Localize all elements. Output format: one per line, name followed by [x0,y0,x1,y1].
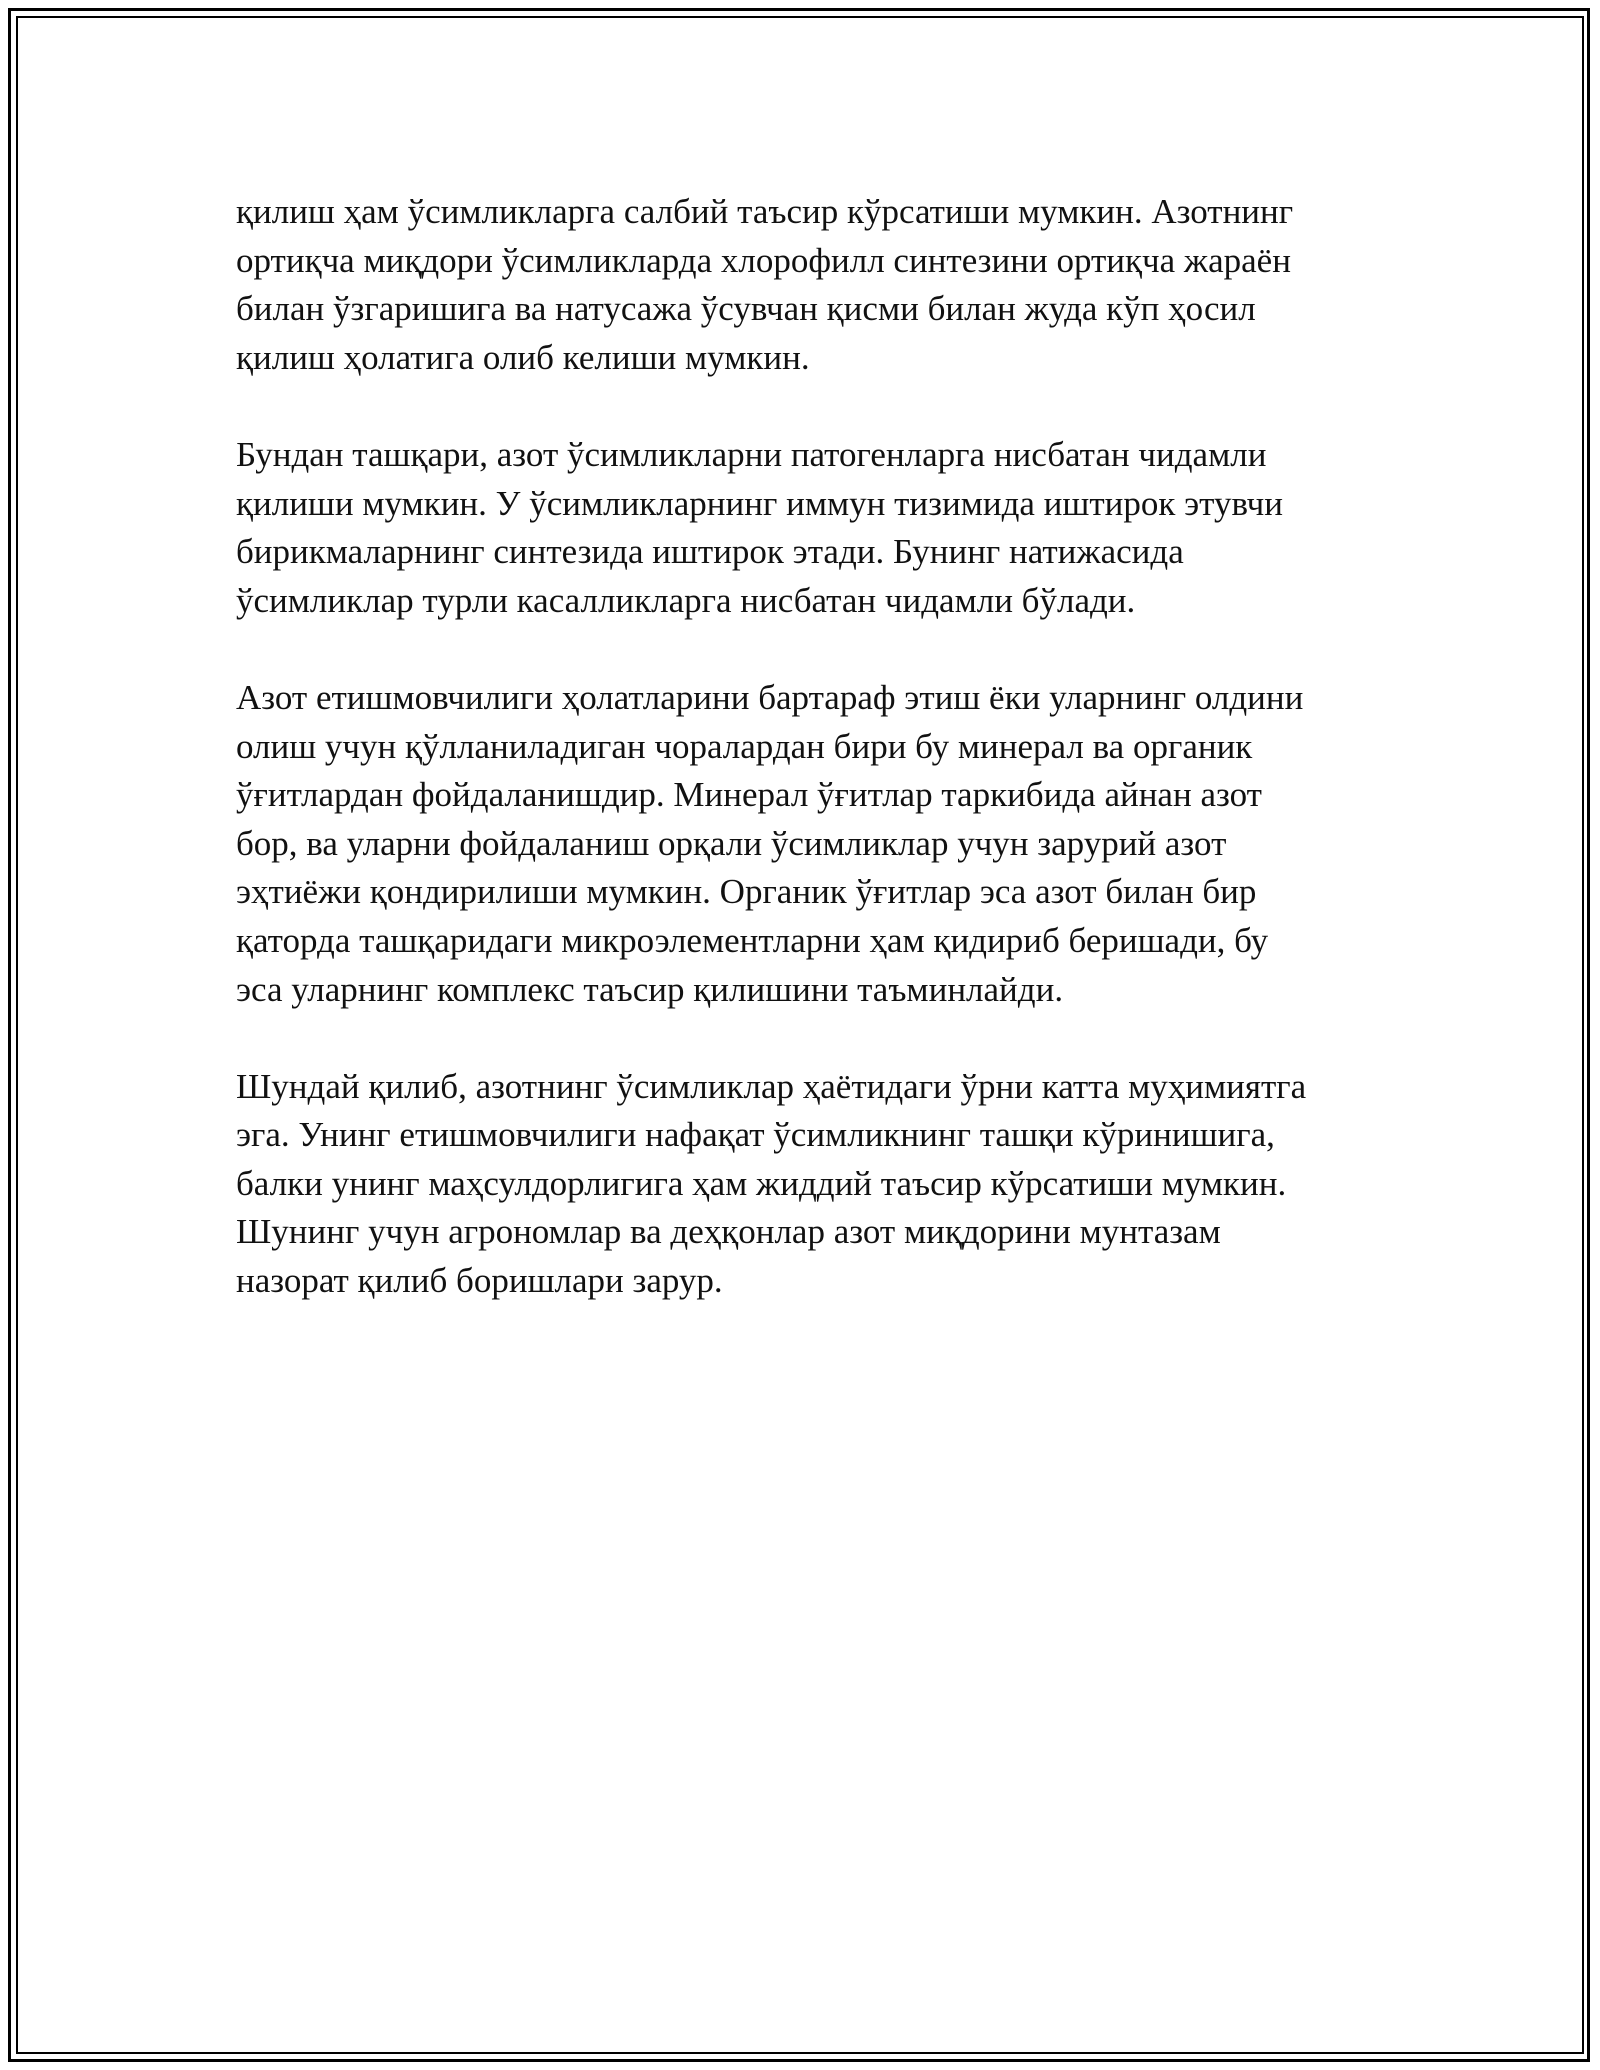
text-line: назорат қилиб боришлари зарур. [236,1261,723,1301]
text-line: эҳтиёжи қондирилиши мумкин. Органик ўғитлар эса азот билан бир [236,872,1257,912]
paragraph-2 [236,431,1376,625]
text-line: олиш учун қўлланиладиган чоралардан бири бу минерал ва органик [236,726,1253,766]
text-line: Шунинг учун агрономлар ва деҳқонлар азот миқдорини мунтазам [236,1212,1221,1252]
text-line: балки унинг маҳсулдорлигига ҳам жиддий таъсир кўрсатиши мумкин. [236,1163,1287,1203]
text-line: ўғитлардан фойдаланишдир. Минерал ўғитлар таркибида айнан азот [236,775,1262,815]
text-line: билан ўзгаришига ва натусажа ўсувчан қисми билан жуда кўп ҳосил [236,289,1256,329]
text-line: эга. Унинг етишмовчилиги нафақат ўсимликнинг ташқи кўринишига, [236,1115,1275,1155]
document-body [236,188,1376,1354]
text-line: Азот етишмовчилиги ҳолатларини бартараф этиш ёки уларнинг олдини [236,677,1304,717]
text-line: ортиқча миқдори ўсимликларда хлорофилл синтезини ортиқча жараён [236,240,1291,280]
text-line: Шундай қилиб, азотнинг ўсимликлар ҳаётидаги ўрни катта муҳимиятга [236,1066,1307,1106]
text-line: эса уларнинг комплекс таъсир қилишини таъминлайди. [236,969,1064,1009]
text-line: қилиш ҳолатига олиб келиши мумкин. [236,337,810,377]
text-line: қилиш ҳам ўсимликларга салбий таъсир кўрсатиши мумкин. Азотнинг [236,192,1294,231]
text-line: ўсимликлар турли касалликларга нисбатан чидамли бўлади. [236,580,1136,620]
text-line: Бундан ташқари, азот ўсимликларни патогенларга нисбатан чидамли [236,434,1267,474]
text-line: қилиши мумкин. У ўсимликларнинг иммун тизимида иштирок этувчи [236,483,1284,523]
paragraph-1 [236,188,1376,382]
paragraph-4 [236,1063,1376,1306]
text-line: бор, ва уларни фойдаланиш орқали ўсимликлар учун зарурий азот [236,823,1227,863]
paragraph-3 [236,674,1376,1014]
text-line: қаторда ташқаридаги микроэлементларни ҳам қидириб беришади, бу [236,920,1269,960]
text-line: бирикмаларнинг синтезида иштирок этади. Бунинг натижасида [236,532,1184,572]
